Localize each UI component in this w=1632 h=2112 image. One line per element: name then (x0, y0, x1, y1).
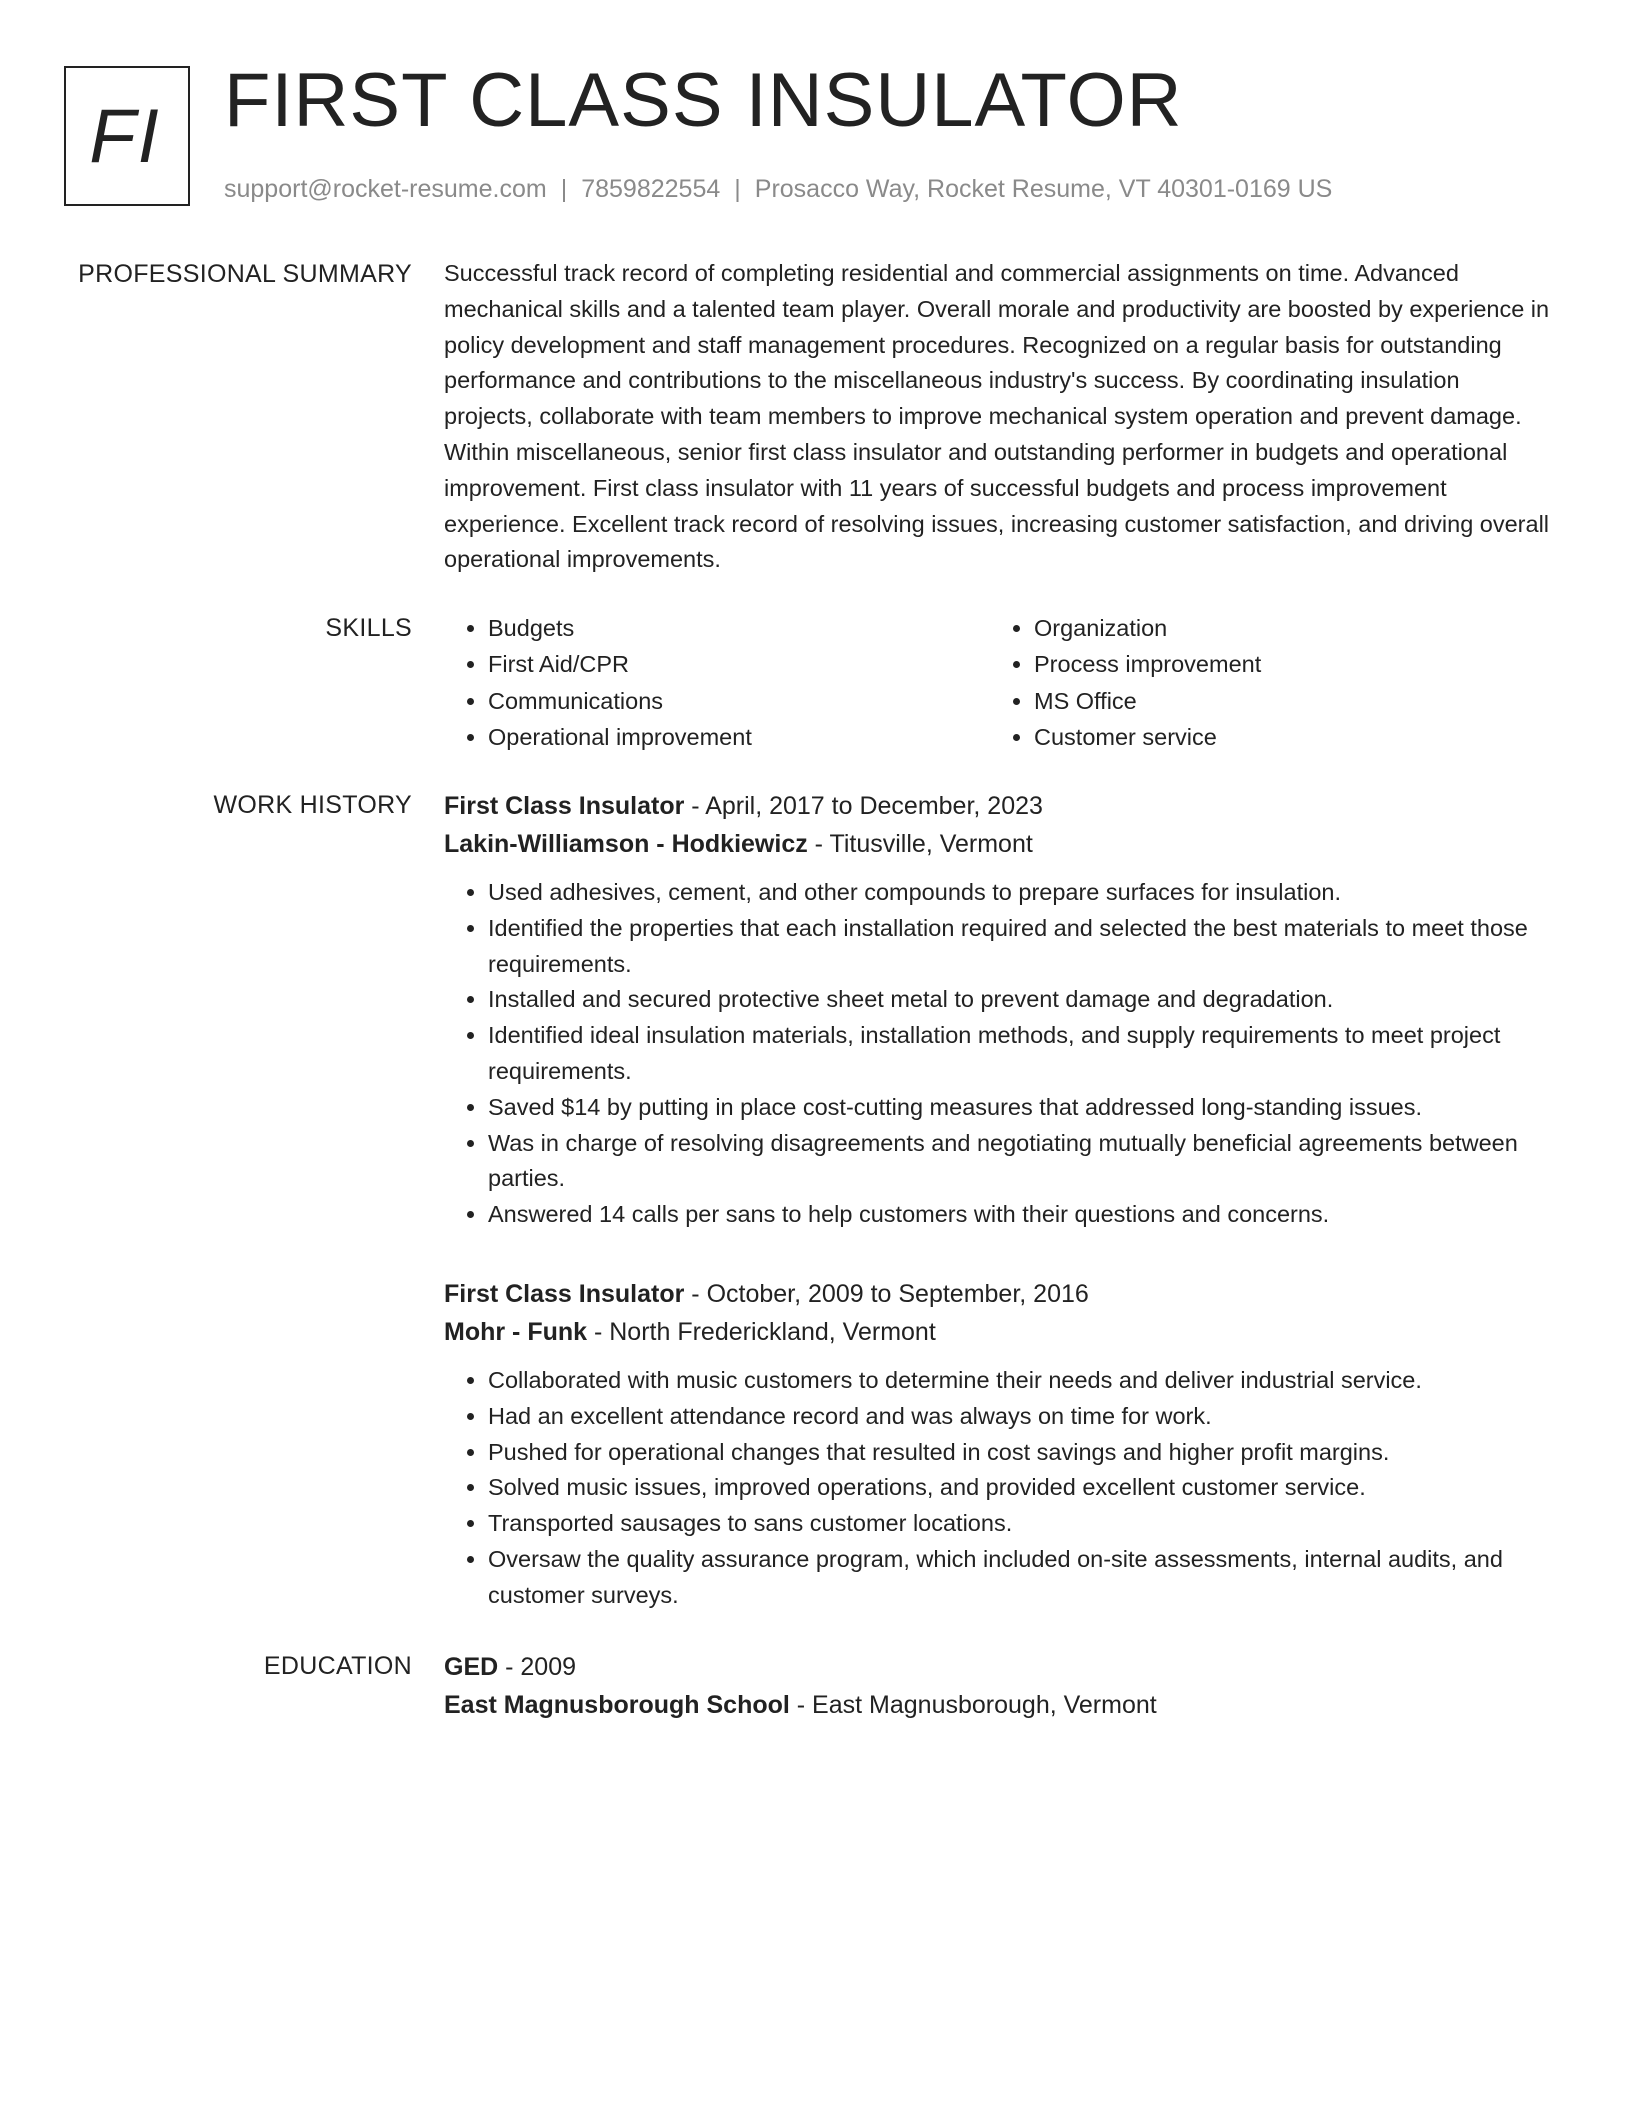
skill-item: • First Aid/CPR (488, 646, 990, 682)
skill-item: • Organization (1034, 610, 1536, 646)
job-position: First Class Insulator (444, 792, 685, 820)
job-title-line (444, 787, 1554, 825)
contact-line (224, 174, 1332, 204)
job-bullet: • Oversaw the quality assurance program, which included on-site assessments, internal audits, and customer surveys. (488, 1542, 1554, 1614)
job-company-line (444, 825, 1554, 863)
monogram-logo (64, 66, 190, 206)
job-dates: - April, 2017 to December, 2023 (684, 792, 1043, 820)
job-bullet: • Pushed for operational changes that resulted in cost savings and higher profit margins. (488, 1435, 1554, 1471)
job-title-line (444, 1275, 1554, 1313)
contact-phone: 7859822554 (581, 175, 721, 203)
job-bullets (444, 1363, 1554, 1614)
job-company: Mohr - Funk (444, 1317, 588, 1346)
candidate-name: FIRST CLASS INSULATOR (224, 58, 1183, 143)
skill-item: • Budgets (488, 610, 990, 646)
job-bullet: • Installed and secured protective sheet metal to prevent damage and degradation. (488, 982, 1554, 1018)
skill-item: • Operational improvement (488, 719, 990, 755)
contact-email: support@rocket-resume.com (224, 175, 547, 203)
skills-list-right (990, 610, 1536, 755)
section-title-skills: SKILLS (325, 614, 412, 642)
job-bullet: • Had an excellent attendance record and was always on time for work. (488, 1399, 1554, 1435)
contact-separator: | (734, 175, 741, 203)
skill-item: • Customer service (1034, 719, 1536, 755)
job-dates: - October, 2009 to September, 2016 (684, 1279, 1089, 1308)
job-bullets (444, 875, 1554, 1233)
summary-text: Successful track record of completing residential and commercial assignments on time. Advanced mechanical skills and a talented team player. Overall morale and productivity are boosted by experience in policy development and staff management procedures. Recognized on a regular basis for outstanding performance and contributions to the miscellaneous industry's success. By coordinating insulation projects, collaborate with team members to improve mechanical system operation and prevent damage. Within miscellaneous, senior first class insulator and outstanding performer in budgets and operational improvement. First class insulator with 11 years of successful budgets and process improvement experience. Excellent track record of resolving issues, increasing customer satisfaction, and driving overall operational improvements. (444, 260, 1550, 573)
education-year: - 2009 (498, 1653, 577, 1681)
education-degree-line (444, 1648, 1554, 1686)
education-location: - East Magnusborough, Vermont (789, 1691, 1157, 1719)
job-bullet: • Answered 14 calls per sans to help customers with their questions and concerns. (488, 1197, 1554, 1233)
job-bullet: • Solved music issues, improved operations, and provided excellent customer service. (488, 1470, 1554, 1506)
education-school: East Magnusborough School (444, 1691, 790, 1719)
section-title-work: WORK HISTORY (213, 791, 412, 819)
job-company: Lakin-Williamson - Hodkiewicz (444, 830, 808, 858)
skill-item: • Process improvement (1034, 646, 1536, 682)
education-degree: GED (444, 1653, 499, 1681)
job-bullet: • Identified ideal insulation materials, installation methods, and supply requirements to meet project requirements. (488, 1018, 1554, 1090)
job-bullet: • Transported sausages to sans customer locations. (488, 1506, 1554, 1542)
job-bullet: • Identified the properties that each installation required and selected the best materials to meet those requirements. (488, 911, 1554, 983)
job-entry (444, 787, 1554, 1233)
skills-list-left (444, 610, 990, 755)
work-body (444, 787, 1554, 1614)
job-bullet: • Was in charge of resolving disagreements and negotiating mutually beneficial agreements between parties. (488, 1126, 1554, 1198)
job-location: - North Frederickland, Vermont (587, 1317, 936, 1346)
contact-address: Prosacco Way, Rocket Resume, VT 40301-0169 US (754, 175, 1333, 203)
skills-body (444, 610, 1554, 755)
skill-item: • MS Office (1034, 683, 1536, 719)
education-body (444, 1648, 1554, 1724)
section-title-summary: PROFESSIONAL SUMMARY (78, 260, 412, 288)
education-school-line (444, 1686, 1554, 1724)
job-entry (444, 1275, 1554, 1614)
job-bullet: • Used adhesives, cement, and other compounds to prepare surfaces for insulation. (488, 875, 1554, 911)
job-bullet: • Collaborated with music customers to determine their needs and deliver industrial service. (488, 1363, 1554, 1399)
skills-grid (444, 610, 1554, 755)
monogram-initials: FI (89, 93, 161, 179)
job-position: First Class Insulator (444, 1279, 685, 1308)
job-bullet: • Saved $14 by putting in place cost-cutting measures that addressed long-standing issues. (488, 1090, 1554, 1126)
skill-item: • Communications (488, 683, 990, 719)
job-company-line (444, 1313, 1554, 1351)
job-location: - Titusville, Vermont (807, 830, 1033, 858)
section-title-education: EDUCATION (263, 1652, 412, 1680)
summary-body (444, 256, 1554, 578)
contact-separator: | (560, 175, 568, 203)
